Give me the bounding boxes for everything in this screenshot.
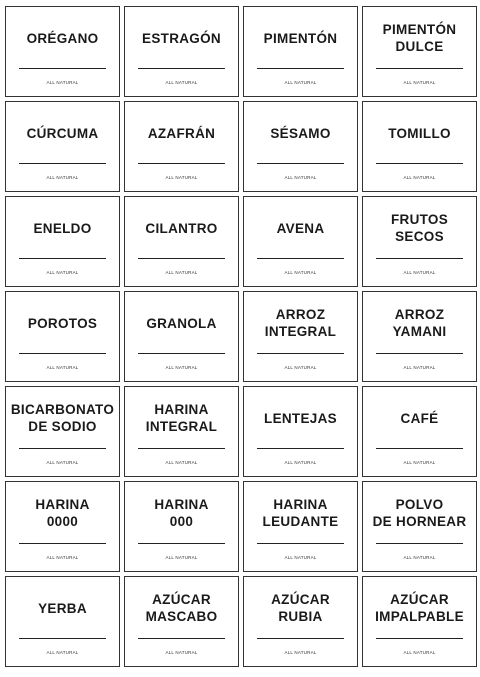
- label-name: YERBA: [38, 600, 87, 616]
- label-write-line: [19, 353, 106, 354]
- label-card: [124, 386, 239, 477]
- label-write-line: [376, 353, 463, 354]
- label-card: [5, 576, 120, 667]
- label-tagline: ALL NATURAL: [284, 555, 317, 560]
- label-write-line: [376, 448, 463, 449]
- label-name: ARROZ INTEGRAL: [264, 307, 337, 339]
- label-tagline: ALL NATURAL: [165, 80, 198, 85]
- label-tagline: ALL NATURAL: [165, 460, 198, 465]
- label-card: [5, 481, 120, 572]
- label-write-line: [376, 258, 463, 259]
- label-name: PIMENTÓN: [263, 30, 338, 46]
- label-name: AVENA: [276, 220, 325, 236]
- label-tagline: ALL NATURAL: [403, 650, 436, 655]
- label-card: [5, 101, 120, 192]
- label-tagline: ALL NATURAL: [165, 365, 198, 370]
- label-name: LENTEJAS: [264, 410, 337, 426]
- label-card: [124, 576, 239, 667]
- label-card: [362, 6, 477, 97]
- label-write-line: [138, 258, 225, 259]
- label-tagline: ALL NATURAL: [165, 555, 198, 560]
- label-name: SÉSAMO: [270, 125, 331, 141]
- label-name-area: [363, 482, 476, 544]
- label-name-area: [363, 292, 476, 354]
- label-name-area: [6, 197, 119, 259]
- label-name-area: [6, 577, 119, 639]
- label-write-line: [138, 543, 225, 544]
- label-name-area: [244, 577, 357, 639]
- label-name-area: [6, 292, 119, 354]
- label-card: [124, 101, 239, 192]
- label-name-area: [125, 482, 238, 544]
- label-tagline: ALL NATURAL: [284, 460, 317, 465]
- label-name: AZÚCAR MASCABO: [145, 592, 218, 624]
- label-tagline: ALL NATURAL: [403, 460, 436, 465]
- label-card: [5, 6, 120, 97]
- label-name: CAFÉ: [400, 410, 439, 426]
- label-card: [243, 101, 358, 192]
- label-sheet: [5, 6, 477, 667]
- label-name: GRANOLA: [146, 315, 217, 331]
- label-name: HARINA 0000: [35, 497, 90, 529]
- label-name-area: [244, 482, 357, 544]
- label-name: HARINA INTEGRAL: [145, 402, 218, 434]
- label-name-area: [244, 387, 357, 449]
- label-name-area: [6, 482, 119, 544]
- label-tagline: ALL NATURAL: [403, 270, 436, 275]
- label-card: [362, 481, 477, 572]
- label-tagline: ALL NATURAL: [403, 555, 436, 560]
- label-write-line: [19, 68, 106, 69]
- label-tagline: ALL NATURAL: [284, 270, 317, 275]
- label-name-area: [244, 7, 357, 69]
- label-card: [243, 291, 358, 382]
- label-name: POLVO DE HORNEAR: [372, 497, 467, 529]
- label-card: [124, 291, 239, 382]
- label-name-area: [363, 197, 476, 259]
- label-name-area: [125, 577, 238, 639]
- label-write-line: [19, 258, 106, 259]
- label-name-area: [6, 387, 119, 449]
- label-name: AZÚCAR IMPALPABLE: [375, 592, 464, 624]
- label-card: [362, 291, 477, 382]
- label-write-line: [138, 448, 225, 449]
- label-name-area: [125, 102, 238, 164]
- label-tagline: ALL NATURAL: [403, 175, 436, 180]
- label-tagline: ALL NATURAL: [46, 365, 79, 370]
- label-tagline: ALL NATURAL: [165, 650, 198, 655]
- label-write-line: [257, 258, 344, 259]
- label-tagline: ALL NATURAL: [46, 650, 79, 655]
- label-name: HARINA 000: [154, 497, 209, 529]
- label-write-line: [376, 163, 463, 164]
- label-name-area: [6, 102, 119, 164]
- label-card: [5, 196, 120, 287]
- label-tagline: ALL NATURAL: [165, 270, 198, 275]
- label-card: [124, 196, 239, 287]
- label-write-line: [257, 68, 344, 69]
- label-name: CÚRCUMA: [26, 125, 99, 141]
- label-write-line: [19, 448, 106, 449]
- label-tagline: ALL NATURAL: [46, 175, 79, 180]
- label-name-area: [363, 387, 476, 449]
- label-write-line: [138, 68, 225, 69]
- label-name-area: [125, 292, 238, 354]
- label-name: FRUTOS SECOS: [390, 212, 449, 244]
- label-write-line: [138, 353, 225, 354]
- label-write-line: [376, 68, 463, 69]
- label-write-line: [376, 543, 463, 544]
- label-write-line: [257, 163, 344, 164]
- label-card: [243, 386, 358, 477]
- label-tagline: ALL NATURAL: [284, 650, 317, 655]
- label-tagline: ALL NATURAL: [284, 365, 317, 370]
- label-name: TOMILLO: [388, 125, 451, 141]
- label-name-area: [244, 197, 357, 259]
- label-tagline: ALL NATURAL: [46, 460, 79, 465]
- label-card: [243, 6, 358, 97]
- label-card: [243, 481, 358, 572]
- label-write-line: [257, 638, 344, 639]
- label-tagline: ALL NATURAL: [403, 365, 436, 370]
- label-write-line: [138, 163, 225, 164]
- label-write-line: [19, 638, 106, 639]
- label-name-area: [363, 577, 476, 639]
- label-write-line: [257, 448, 344, 449]
- label-tagline: ALL NATURAL: [403, 80, 436, 85]
- label-name: ESTRAGÓN: [142, 30, 221, 46]
- label-name: CILANTRO: [145, 220, 218, 236]
- label-name: BICARBONATO DE SODIO: [10, 402, 115, 434]
- label-write-line: [257, 543, 344, 544]
- label-name: ORÉGANO: [26, 30, 99, 46]
- label-name-area: [363, 102, 476, 164]
- label-write-line: [376, 638, 463, 639]
- label-tagline: ALL NATURAL: [46, 555, 79, 560]
- label-write-line: [138, 638, 225, 639]
- label-write-line: [19, 543, 106, 544]
- label-card: [362, 101, 477, 192]
- label-tagline: ALL NATURAL: [46, 270, 79, 275]
- label-write-line: [257, 353, 344, 354]
- label-name: PIMENTÓN DULCE: [382, 22, 457, 54]
- label-name: ARROZ YAMANI: [392, 307, 447, 339]
- label-name-area: [6, 7, 119, 69]
- label-name: POROTOS: [27, 315, 98, 331]
- label-card: [243, 196, 358, 287]
- label-name-area: [125, 197, 238, 259]
- label-card: [362, 576, 477, 667]
- label-name-area: [244, 102, 357, 164]
- label-tagline: ALL NATURAL: [284, 175, 317, 180]
- label-name: HARINA LEUDANTE: [262, 497, 339, 529]
- label-card: [362, 386, 477, 477]
- label-name-area: [125, 387, 238, 449]
- label-write-line: [19, 163, 106, 164]
- label-card: [124, 481, 239, 572]
- label-tagline: ALL NATURAL: [46, 80, 79, 85]
- label-card: [5, 386, 120, 477]
- label-name-area: [363, 7, 476, 69]
- label-card: [243, 576, 358, 667]
- label-card: [124, 6, 239, 97]
- label-card: [5, 291, 120, 382]
- label-name: ENELDO: [33, 220, 92, 236]
- label-tagline: ALL NATURAL: [165, 175, 198, 180]
- label-name-area: [125, 7, 238, 69]
- label-name: AZAFRÁN: [147, 125, 216, 141]
- label-name-area: [244, 292, 357, 354]
- label-card: [362, 196, 477, 287]
- label-tagline: ALL NATURAL: [284, 80, 317, 85]
- label-name: AZÚCAR RUBIA: [271, 592, 330, 624]
